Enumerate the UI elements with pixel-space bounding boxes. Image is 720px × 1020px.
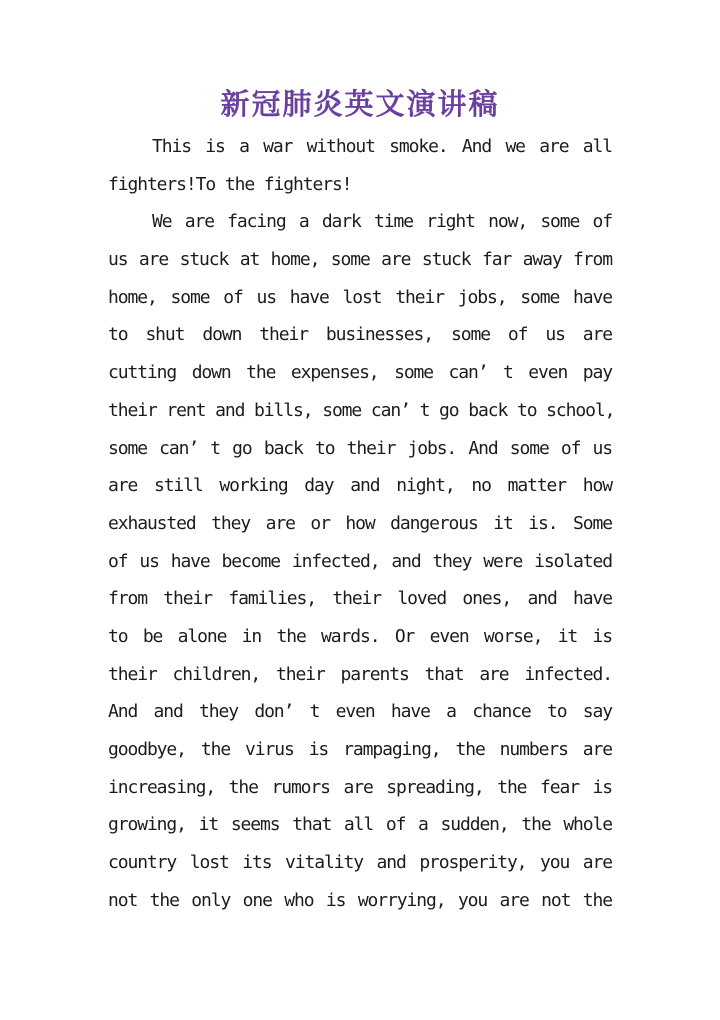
text-line: to be alone in the wards. Or even worse, it is [108,625,612,647]
text-line: home, some of us have lost their jobs, some have [108,286,612,308]
text-line: some can’ t go back to their jobs. And some of us [108,437,612,459]
text-line: from their families, their loved ones, and have [108,588,612,610]
text-line: their rent and bills, some can’ t go back to school, [108,399,615,421]
text-line: their children, their parents that are infected. [108,663,612,685]
text-line: We are facing a dark time right now, some of [152,211,612,233]
document-title: 新冠肺炎英文演讲稿 [220,87,500,121]
text-line: This is a war without smoke. And we are all [152,136,612,157]
text-line: fighters!To the fighters! [108,173,352,195]
text-line: country lost its vitality and prosperity, you are [108,852,612,874]
text-line: growing, it seems that all of a sudden, the whole [108,814,612,836]
text-line: goodbye, the virus is rampaging, the numbers are [108,739,612,760]
document-body [108,128,615,919]
text-line: cutting down the expenses, some can’ t even pay [108,362,612,384]
text-line: not the only one who is worrying, you are not the [108,889,612,911]
text-line: increasing, the rumors are spreading, the fear is [108,776,612,798]
text-line: us are stuck at home, some are stuck far away from [108,249,612,271]
text-line: are still working day and night, no matter how [108,475,612,497]
text-line: And and they don’ t even have a chance to say [108,701,612,723]
text-line: of us have become infected, and they were isolated [108,550,612,572]
text-line: exhausted they are or how dangerous it is. Some [108,512,612,534]
text-line: to shut down their businesses, some of us are [108,324,612,346]
